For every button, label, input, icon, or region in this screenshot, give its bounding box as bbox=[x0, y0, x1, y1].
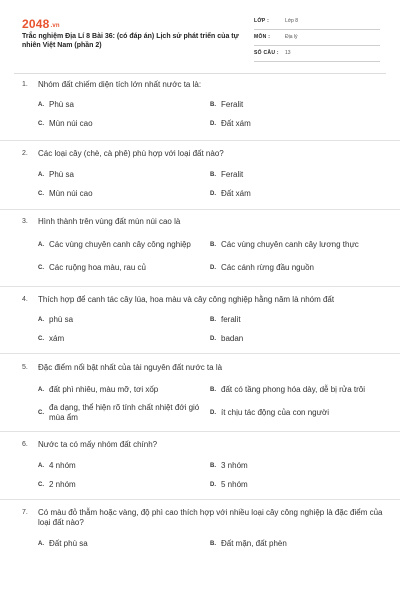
answer-options bbox=[22, 170, 386, 199]
question-prompt: Các loại cây (chè, cà phê) phù hợp với loại đất nào? bbox=[38, 149, 224, 158]
answer-option-c[interactable] bbox=[38, 403, 210, 423]
meta-label: SỐ CÂU : bbox=[254, 50, 279, 56]
option-letter: B. bbox=[210, 387, 216, 393]
option-text: feralit bbox=[221, 315, 241, 324]
option-letter: C. bbox=[38, 121, 44, 127]
answer-option-c[interactable] bbox=[38, 189, 210, 199]
question-number: 1. bbox=[22, 81, 28, 88]
question-number: 7. bbox=[22, 509, 28, 516]
option-text: 2 nhóm bbox=[49, 480, 76, 489]
answer-option-b[interactable] bbox=[210, 461, 382, 471]
answer-option-d[interactable] bbox=[210, 480, 382, 490]
question-item bbox=[0, 80, 400, 141]
option-text: Các ruộng hoa màu, rau củ bbox=[49, 263, 146, 272]
logo-main: 2048 bbox=[22, 17, 50, 31]
answer-option-d[interactable] bbox=[210, 258, 382, 278]
question-item bbox=[0, 141, 400, 210]
answer-option-a[interactable] bbox=[38, 461, 210, 471]
answer-option-a[interactable] bbox=[38, 170, 210, 180]
answer-options bbox=[22, 235, 386, 278]
question-prompt: Thích hợp để canh tác cây lúa, hoa màu và cây công nghiệp hằng năm là nhóm đất bbox=[38, 295, 335, 304]
option-text: Đất mặn, đất phèn bbox=[221, 539, 287, 548]
option-text: 5 nhóm bbox=[221, 480, 248, 489]
meta-value: Địa lý bbox=[285, 34, 298, 40]
option-text: Đất xám bbox=[221, 119, 251, 128]
question-prompt: Nhóm đất chiếm diện tích lớn nhất nước ta là: bbox=[38, 80, 202, 89]
option-letter: B. bbox=[210, 172, 216, 178]
option-text: 4 nhóm bbox=[49, 461, 76, 470]
question-number: 4. bbox=[22, 296, 28, 303]
option-text: Các vùng chuyên canh cây công nghiệp bbox=[49, 240, 191, 249]
question-list bbox=[0, 80, 400, 549]
answer-option-c[interactable] bbox=[38, 119, 210, 129]
question-prompt: Đặc điểm nổi bật nhất của tài nguyên đất nước ta là bbox=[38, 363, 223, 372]
logo-suffix: .vn bbox=[50, 23, 60, 29]
option-text: phù sa bbox=[49, 315, 74, 324]
question-item bbox=[0, 500, 400, 549]
option-letter: A. bbox=[38, 463, 44, 469]
answer-options bbox=[22, 380, 386, 423]
option-text: Đất phù sa bbox=[49, 539, 88, 548]
answer-option-b[interactable] bbox=[210, 170, 382, 180]
option-text: Mùn núi cao bbox=[49, 189, 93, 198]
meta-value: Lớp 8 bbox=[285, 18, 299, 24]
option-text: badan bbox=[221, 334, 244, 343]
answer-option-d[interactable] bbox=[210, 189, 382, 199]
site-logo[interactable] bbox=[22, 17, 60, 31]
option-letter: A. bbox=[38, 242, 44, 248]
answer-options bbox=[22, 100, 386, 129]
option-text: ít chịu tác động của con người bbox=[221, 408, 329, 417]
option-text: Đất xám bbox=[221, 189, 251, 198]
option-letter: A. bbox=[38, 102, 44, 108]
option-text: đa dạng, thể hiện rõ tính chất nhiệt đới gió mùa ẩm bbox=[49, 403, 200, 422]
meta-label: MÔN : bbox=[254, 34, 271, 40]
answer-options bbox=[22, 539, 386, 549]
option-text: xám bbox=[49, 334, 65, 343]
answer-option-b[interactable] bbox=[210, 380, 382, 400]
option-letter: B. bbox=[210, 541, 216, 547]
answer-option-a[interactable] bbox=[38, 235, 210, 255]
answer-options bbox=[22, 315, 386, 344]
page-header bbox=[0, 0, 400, 70]
option-letter: C. bbox=[38, 191, 44, 197]
option-text: Feralit bbox=[221, 100, 244, 109]
option-letter: D. bbox=[210, 191, 216, 197]
option-letter: B. bbox=[210, 242, 216, 248]
answer-option-c[interactable] bbox=[38, 334, 210, 344]
question-text bbox=[22, 440, 386, 450]
answer-option-d[interactable] bbox=[210, 119, 382, 129]
question-number: 2. bbox=[22, 150, 28, 157]
option-text: 3 nhóm bbox=[221, 461, 248, 470]
question-number: 6. bbox=[22, 441, 28, 448]
answer-option-b[interactable] bbox=[210, 235, 382, 255]
header-divider bbox=[14, 73, 386, 74]
option-letter: A. bbox=[38, 387, 44, 393]
option-letter: C. bbox=[38, 482, 44, 488]
option-text: Các cánh rừng đầu nguồn bbox=[221, 263, 314, 272]
option-text: Phù sa bbox=[49, 170, 74, 179]
option-letter: D. bbox=[210, 336, 216, 342]
meta-label: LỚP : bbox=[254, 18, 270, 24]
option-letter: D. bbox=[210, 121, 216, 127]
option-letter: A. bbox=[38, 541, 44, 547]
answer-option-d[interactable] bbox=[210, 334, 382, 344]
answer-option-c[interactable] bbox=[38, 480, 210, 490]
answer-option-b[interactable] bbox=[210, 539, 382, 549]
question-number: 5. bbox=[22, 364, 28, 371]
question-prompt: Hình thành trên vùng đất mùn núi cao là bbox=[38, 217, 181, 226]
meta-row-count bbox=[254, 48, 380, 62]
question-item bbox=[0, 210, 400, 287]
question-number: 3. bbox=[22, 218, 28, 225]
question-text bbox=[22, 217, 386, 227]
option-text: Các vùng chuyên canh cây lương thực bbox=[221, 240, 359, 249]
option-text: đất có tầng phong hóa dày, dễ bị rửa trôi bbox=[221, 385, 365, 394]
option-letter: C. bbox=[38, 265, 44, 271]
meta-row-subject bbox=[254, 32, 380, 46]
option-letter: B. bbox=[210, 317, 216, 323]
option-text: Feralit bbox=[221, 170, 244, 179]
option-letter: C. bbox=[38, 410, 44, 416]
option-letter: D. bbox=[210, 482, 216, 488]
option-text: Mùn núi cao bbox=[49, 119, 93, 128]
question-item bbox=[0, 287, 400, 354]
meta-value: 13 bbox=[285, 50, 291, 56]
answer-option-a[interactable] bbox=[38, 315, 210, 325]
question-item bbox=[0, 432, 400, 500]
answer-option-b[interactable] bbox=[210, 315, 382, 325]
option-letter: D. bbox=[210, 410, 216, 416]
question-prompt: Có màu đỏ thẫm hoặc vàng, độ phì cao thích hợp với nhiều loại cây công nghiệp là đặc điểm của loại đất nào? bbox=[38, 508, 383, 527]
question-text bbox=[22, 508, 386, 528]
answer-option-c[interactable] bbox=[38, 258, 210, 278]
question-text bbox=[22, 149, 386, 159]
option-letter: C. bbox=[38, 336, 44, 342]
question-text bbox=[22, 295, 386, 305]
answer-option-a[interactable] bbox=[38, 539, 210, 549]
option-letter: B. bbox=[210, 463, 216, 469]
option-letter: B. bbox=[210, 102, 216, 108]
option-letter: A. bbox=[38, 317, 44, 323]
answer-option-b[interactable] bbox=[210, 100, 382, 110]
option-text: Phù sa bbox=[49, 100, 74, 109]
answer-option-a[interactable] bbox=[38, 100, 210, 110]
answer-option-d[interactable] bbox=[210, 403, 382, 423]
question-text bbox=[22, 80, 386, 90]
meta-row-class bbox=[254, 16, 380, 30]
option-text: đất phì nhiêu, màu mỡ, tơi xốp bbox=[49, 385, 159, 394]
option-letter: D. bbox=[210, 265, 216, 271]
document-title: Trắc nghiệm Địa Lí 8 Bài 36: (có đáp án) Lịch sử phát triển của tự nhiên Việt Nam (phần 2) bbox=[22, 33, 239, 49]
question-prompt: Nước ta có mấy nhóm đất chính? bbox=[38, 440, 158, 449]
answer-option-a[interactable] bbox=[38, 380, 210, 400]
question-text bbox=[22, 363, 386, 373]
answer-options bbox=[22, 461, 386, 490]
meta-info bbox=[254, 16, 380, 64]
question-item bbox=[0, 354, 400, 432]
option-letter: A. bbox=[38, 172, 44, 178]
